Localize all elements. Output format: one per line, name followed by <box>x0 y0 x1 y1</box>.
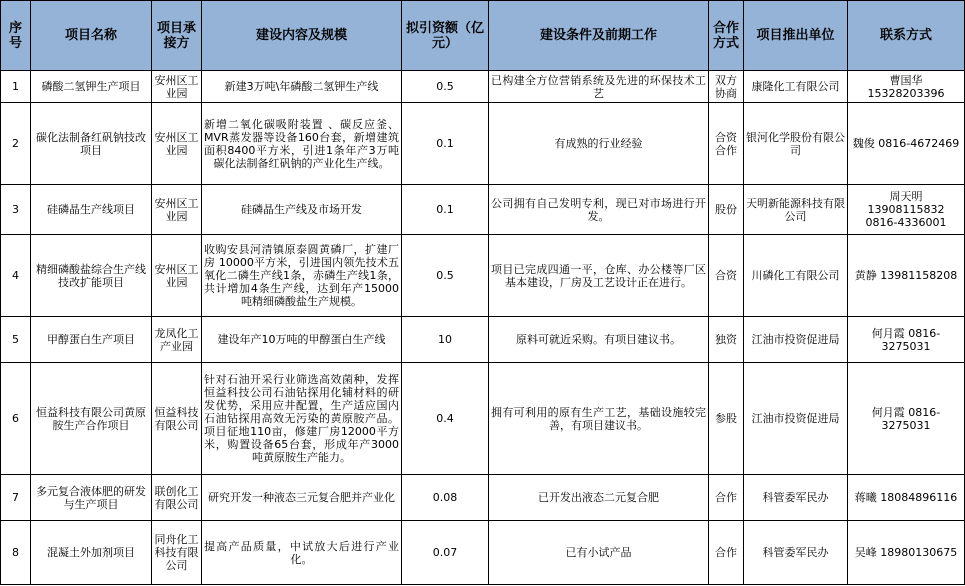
header-cell-undertaker: 项目承接方 <box>152 1 202 71</box>
cell-conditions: 有成熟的行业经验 <box>489 103 709 185</box>
cell-content: 硅磷晶生产线及市场开发 <box>202 185 402 235</box>
table-row <box>1 103 965 185</box>
cell-no: 3 <box>1 185 31 235</box>
cell-no: 1 <box>1 71 31 103</box>
cell-amount: 0.07 <box>402 521 489 585</box>
cell-name: 混凝土外加剂项目 <box>31 521 152 585</box>
cell-name: 硅磷晶生产线项目 <box>31 185 152 235</box>
cell-content: 研究开发一种液态三元复合肥并产业化 <box>202 475 402 521</box>
header-cell-contact: 联系方式 <box>848 1 965 71</box>
cell-undertaker: 安州区工业园 <box>152 103 202 185</box>
cell-no: 4 <box>1 235 31 317</box>
cell-content: 建设年产10万吨的甲醇蛋白生产线 <box>202 317 402 363</box>
header-cell-coop: 合作方式 <box>709 1 744 71</box>
cell-name: 多元复合液体肥的研发与生产项目 <box>31 475 152 521</box>
cell-contact: 何月霞 0816-3275031 <box>848 317 965 363</box>
cell-undertaker: 安州区工业园 <box>152 71 202 103</box>
cell-no: 6 <box>1 363 31 475</box>
cell-undertaker: 联创化工有限公司 <box>152 475 202 521</box>
cell-name: 精细磷酸盐综合生产线技改扩能项目 <box>31 235 152 317</box>
cell-undertaker: 安州区工业园 <box>152 235 202 317</box>
cell-unit: 天明新能源科技有限公司 <box>744 185 848 235</box>
header-row <box>1 1 965 71</box>
cell-unit: 康隆化工有限公司 <box>744 71 848 103</box>
cell-content: 新建3万吨\年磷酸二氢钾生产线 <box>202 71 402 103</box>
cell-content: 针对石油开采行业筛选高效菌种，发挥恒益科技公司石油钻探用化辅材料的研发优势，采用应井配置，生产适应国内石油钻探用高效无污染的黄原胺产品。项目征地110亩，修建厂房12000平方米，购置设备65台套，形成年产3000吨黄原胺生产能力。 <box>202 363 402 475</box>
cell-no: 2 <box>1 103 31 185</box>
cell-name: 恒益科技有限公司黄原胺生产合作项目 <box>31 363 152 475</box>
cell-contact: 魏俊 0816-4672469 <box>848 103 965 185</box>
cell-undertaker: 龙凤化工产业园 <box>152 317 202 363</box>
cell-unit: 江油市投资促进局 <box>744 317 848 363</box>
cell-content: 新增二氧化碳吸附装置 、碳反应釜、MVR蒸发器等设备160台套，新增建筑面积8400平方米，引进1条年产3万吨碳化法制备红矾钠的产业化生产线。 <box>202 103 402 185</box>
cell-conditions: 已开发出液态二元复合肥 <box>489 475 709 521</box>
cell-undertaker: 恒益科技有限公司 <box>152 363 202 475</box>
header-cell-no: 序号 <box>1 1 31 71</box>
header-cell-content: 建设内容及规模 <box>202 1 402 71</box>
cell-name: 磷酸二氢钾生产项目 <box>31 71 152 103</box>
cell-coop: 合作 <box>709 475 744 521</box>
cell-unit: 科管委军民办 <box>744 521 848 585</box>
cell-unit: 科管委军民办 <box>744 475 848 521</box>
cell-contact: 何月霞 0816-3275031 <box>848 363 965 475</box>
cell-undertaker: 安州区工业园 <box>152 185 202 235</box>
cell-content: 提高产品质量，中试放大后进行产业化。 <box>202 521 402 585</box>
cell-coop: 股份 <box>709 185 744 235</box>
cell-conditions: 原料可就近采购。有项目建议书。 <box>489 317 709 363</box>
cell-amount: 0.5 <box>402 235 489 317</box>
cell-unit: 银河化学股份有限公司 <box>744 103 848 185</box>
cell-coop: 合资 <box>709 235 744 317</box>
header-cell-amount: 拟引资额（亿元） <box>402 1 489 71</box>
cell-no: 5 <box>1 317 31 363</box>
cell-no: 7 <box>1 475 31 521</box>
table-row <box>1 475 965 521</box>
table-row <box>1 317 965 363</box>
table-row <box>1 521 965 585</box>
cell-conditions: 公司拥有自己发明专利，现已对市场进行开发。 <box>489 185 709 235</box>
cell-name: 碳化法制备红矾钠技改项目 <box>31 103 152 185</box>
cell-conditions: 项目已完成四通一平，仓库、办公楼等厂区基本建设，厂房及工艺设计正在进行。 <box>489 235 709 317</box>
header-cell-conditions: 建设条件及前期工作 <box>489 1 709 71</box>
cell-content: 收购安县河清镇原泰圆黄磷厂，扩建厂房 10000平方米，引进国内领先技术五氧化二磷生产线1条，赤磷生产线1条，共计增加4条生产线，达到年产15000吨精细磷酸盐生产规模。 <box>202 235 402 317</box>
cell-unit: 江油市投资促进局 <box>744 363 848 475</box>
cell-contact: 周天明 13908115832 0816-4336001 <box>848 185 965 235</box>
table-row <box>1 185 965 235</box>
cell-amount: 0.08 <box>402 475 489 521</box>
table-row <box>1 235 965 317</box>
cell-amount: 0.1 <box>402 103 489 185</box>
cell-coop: 合作 <box>709 521 744 585</box>
cell-conditions: 拥有可利用的原有生产工艺，基础设施较完善，有项目建议书。 <box>489 363 709 475</box>
cell-amount: 10 <box>402 317 489 363</box>
cell-unit: 川磷化工有限公司 <box>744 235 848 317</box>
cell-amount: 0.1 <box>402 185 489 235</box>
cell-coop: 合资合作 <box>709 103 744 185</box>
cell-conditions: 已构建全方位营销系统及先进的环保技术工艺 <box>489 71 709 103</box>
cell-conditions: 已有小试产品 <box>489 521 709 585</box>
cell-amount: 0.5 <box>402 71 489 103</box>
cell-coop: 双方协商 <box>709 71 744 103</box>
cell-coop: 参股 <box>709 363 744 475</box>
cell-contact: 黄静 13981158208 <box>848 235 965 317</box>
table-row <box>1 363 965 475</box>
cell-coop: 独资 <box>709 317 744 363</box>
cell-contact: 曹国华 15328203396 <box>848 71 965 103</box>
cell-amount: 0.4 <box>402 363 489 475</box>
header-cell-unit: 项目推出单位 <box>744 1 848 71</box>
cell-undertaker: 同舟化工科技有限公司 <box>152 521 202 585</box>
cell-no: 8 <box>1 521 31 585</box>
cell-name: 甲醇蛋白生产项目 <box>31 317 152 363</box>
header-cell-name: 项目名称 <box>31 1 152 71</box>
cell-contact: 吴峰 18980130675 <box>848 521 965 585</box>
cell-contact: 蒋曦 18084896116 <box>848 475 965 521</box>
table-row <box>1 71 965 103</box>
